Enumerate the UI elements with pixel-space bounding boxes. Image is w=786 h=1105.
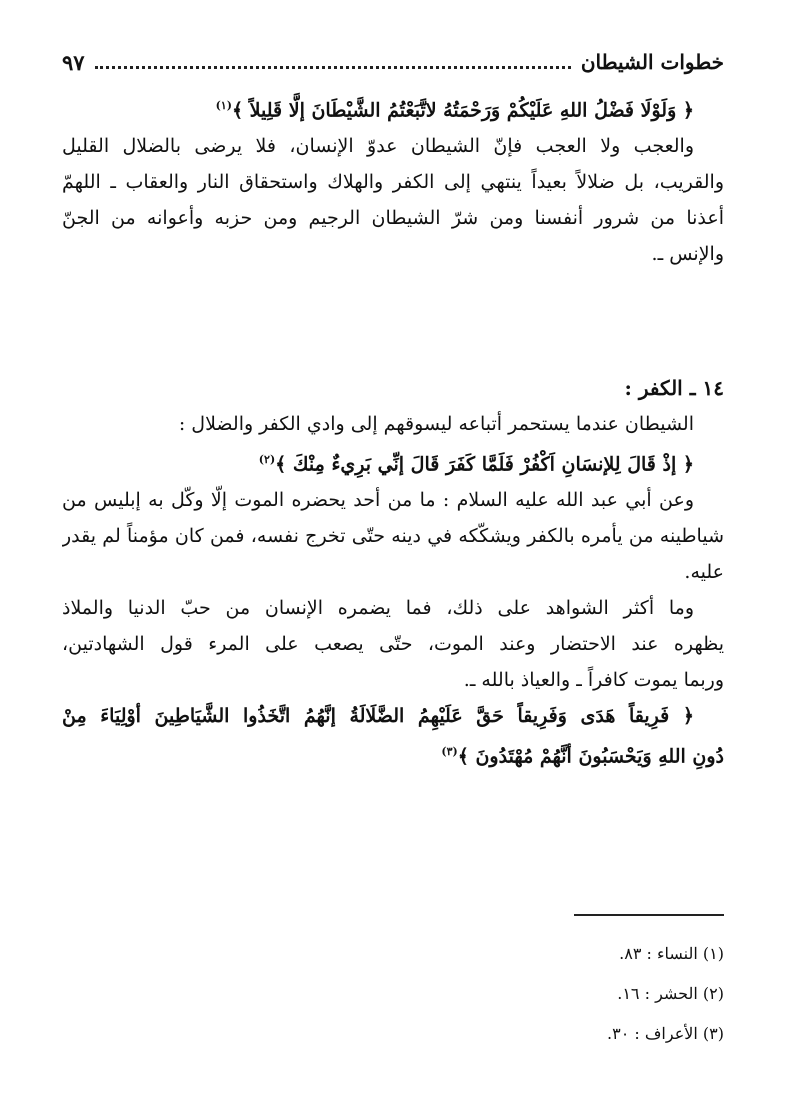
header-leader-dots (95, 66, 571, 69)
paragraph-1 (62, 88, 724, 272)
running-title: خطوات الشيطان (580, 50, 724, 74)
footnote-ref-1: (١) (215, 99, 232, 112)
footnote-ref-3: (٣) (441, 745, 458, 759)
quran-verse-2: ﴿ إذْ قَالَ لِلإنسَانِ اَكْفُرْ فَلَمَّا كَفَرَ قَالَ إنِّي بَرِيءٌ مِنْكَ ﴾$^{(٢)}$ (258, 453, 694, 476)
footnote-3: (٣) الأعراف : ٣٠. (607, 1024, 724, 1043)
section-title: ١٤ ـ الكفر : (624, 376, 724, 400)
section-kufr (62, 370, 724, 775)
text-line: وربما يموت كافراً ـ والعياذ بالله ـ. (463, 669, 724, 692)
quran-verse-3-cont: دُونِ اللهِ وَيَحْسَبُونَ أنَّهُمْ مُهْتَدُونَ ﴾$^{(٣)}$ (441, 745, 724, 768)
page-header (62, 44, 724, 80)
footnote-divider (574, 914, 724, 916)
page-number: ٩٧ (62, 49, 85, 75)
text-line: شياطينه من يأمره بالكفر ويشكّكه في دينه حتّى تخرج نفسه، فمن كان مؤمناً لم يقدر (62, 525, 724, 548)
footnote-ref-2: (٢) (258, 453, 276, 466)
footnote-2: (٢) الحشر : ١٦. (617, 984, 724, 1003)
text-line: عليه. (684, 561, 724, 584)
text-line: والإنس ـ. (651, 243, 724, 266)
text-line: والقريب، بل ضلالاً بعيداً ينتهي إلى الكفر والهلاك واستحقاق النار والعقاب ـ اللهمّ (62, 171, 724, 194)
text-line: يظهره عند الاحتضار وعند الموت، حتّى يصعب على المرء قول الشهادتين، (62, 633, 724, 656)
footnote-1: (١) النساء : ٨٣. (619, 944, 724, 963)
quran-verse-1: ﴿ وَلَوْلَا فَضْلُ اللهِ عَلَيْكُمْ وَرَحْمَتُهُ لاتَّبَعْتُمُ الشَّيْطَانَ إلَّا قَلِيلاً ﴾$^{(١)}$ (215, 99, 694, 122)
text-line: أعذنا من شرور أنفسنا ومن شرّ الشيطان الرجيم ومن حزبه وأعوانه من الجنّ (62, 207, 724, 230)
text-line: وما أكثر الشواهد على ذلك، فما يضمره الإنسان من حبّ الدنيا والملاذ (62, 597, 694, 620)
section-intro: الشيطان عندما يستحمر أتباعه ليسوقهم إلى وادي الكفر والضلال : (178, 413, 694, 435)
footnotes (607, 934, 724, 1054)
text-line: وعن أبي عبد الله عليه السلام : ما من أحد يحضره الموت إلّا وكّل به إبليس من (62, 489, 694, 512)
text-line: والعجب ولا العجب فإنّ الشيطان عدوّ الإنسان، فلا يرضى بالضلال القليل (62, 135, 694, 158)
quran-verse-3: ﴿ فَرِيقاً هَدَى وَفَرِيقاً حَقَّ عَلَيْهِمُ الضَّلَالَةُ إنَّهُمُ اتَّخَذُوا الشَّيَاطِينَ أوْلِيَاءَ مِنْ (62, 705, 694, 728)
